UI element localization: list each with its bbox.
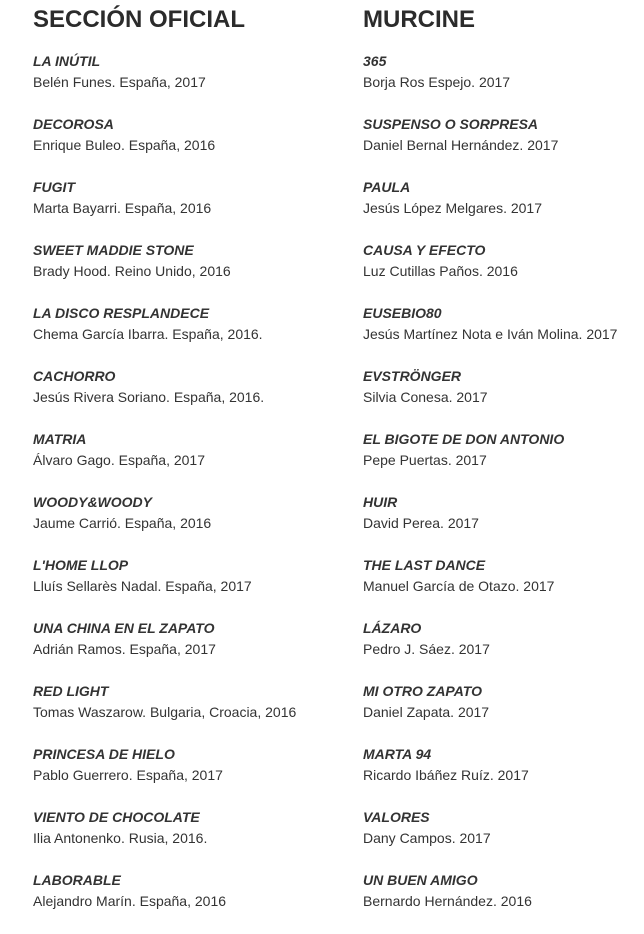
- film-entry: [33, 745, 353, 808]
- film-credit: Adrián Ramos. España, 2017: [33, 641, 216, 657]
- film-entry: [33, 367, 353, 430]
- film-title: MATRIA: [33, 431, 87, 447]
- film-credit: Pablo Guerrero. España, 2017: [33, 767, 223, 783]
- film-title: MI OTRO ZAPATO: [363, 683, 482, 699]
- film-entry: [33, 619, 353, 682]
- film-entry: [363, 619, 644, 682]
- film-entry: [33, 493, 353, 556]
- film-entry: [363, 808, 644, 871]
- murcine-list: [363, 52, 644, 934]
- seccion-oficial-column: [33, 0, 353, 934]
- film-title: SUSPENSO O SORPRESA: [363, 116, 539, 132]
- film-credit: Álvaro Gago. España, 2017: [33, 452, 206, 468]
- film-entry: [33, 682, 353, 745]
- film-credit: Tomas Waszarow. Bulgaria, Croacia, 2016: [33, 704, 297, 720]
- film-credit: Jesús Martínez Nota e Iván Molina. 2017: [363, 326, 618, 342]
- film-entry: [363, 493, 644, 556]
- film-title: MARTA 94: [363, 746, 432, 762]
- film-title: EL BIGOTE DE DON ANTONIO: [363, 431, 565, 447]
- film-title: UNA CHINA EN EL ZAPATO: [33, 620, 215, 636]
- film-title: RED LIGHT: [33, 683, 109, 699]
- film-title: L'HOME LLOP: [33, 557, 129, 573]
- film-entry: [363, 178, 644, 241]
- film-entry: [33, 178, 353, 241]
- film-credit: Daniel Bernal Hernández. 2017: [363, 137, 559, 153]
- film-credit: David Perea. 2017: [363, 515, 479, 531]
- film-title: CAUSA Y EFECTO: [363, 242, 486, 258]
- film-title: VIENTO DE CHOCOLATE: [33, 809, 200, 825]
- film-entry: [33, 241, 353, 304]
- film-entry: [33, 430, 353, 493]
- film-entry: [33, 808, 353, 871]
- film-title: EVSTRÖNGER: [363, 368, 462, 384]
- film-title: LA DISCO RESPLANDECE: [33, 305, 210, 321]
- seccion-oficial-list: [33, 52, 353, 934]
- film-entry: [33, 304, 353, 367]
- film-title: WOODY&WOODY: [33, 494, 152, 510]
- film-entry: [363, 682, 644, 745]
- film-entry: [363, 430, 644, 493]
- film-credit: Pepe Puertas. 2017: [363, 452, 487, 468]
- film-credit: Jesús López Melgares. 2017: [363, 200, 542, 216]
- film-entry: [363, 556, 644, 619]
- film-title: LÁZARO: [363, 620, 422, 636]
- film-title: 365: [363, 53, 387, 69]
- film-title: CACHORRO: [33, 368, 116, 384]
- film-credit: Daniel Zapata. 2017: [363, 704, 490, 720]
- film-credit: Luz Cutillas Paños. 2016: [363, 263, 518, 279]
- film-title: FUGIT: [33, 179, 75, 195]
- film-entry: [33, 115, 353, 178]
- film-title: SWEET MADDIE STONE: [33, 242, 194, 258]
- film-entry: [363, 304, 644, 367]
- film-credit: Marta Bayarri. España, 2016: [33, 200, 212, 216]
- murcine-column: [363, 0, 644, 934]
- film-credit: Bernardo Hernández. 2016: [363, 893, 532, 909]
- film-entry: [363, 241, 644, 304]
- film-credit: Ilia Antonenko. Rusia, 2016.: [33, 830, 208, 846]
- film-credit: Belén Funes. España, 2017: [33, 74, 206, 90]
- film-credit: Dany Campos. 2017: [363, 830, 491, 846]
- film-title: THE LAST DANCE: [363, 557, 486, 573]
- film-credit: Chema García Ibarra. España, 2016.: [33, 326, 263, 342]
- film-credit: Silvia Conesa. 2017: [363, 389, 488, 405]
- film-entry: [33, 871, 353, 934]
- film-title: LABORABLE: [33, 872, 121, 888]
- film-title: UN BUEN AMIGO: [363, 872, 478, 888]
- film-title: VALORES: [363, 809, 430, 825]
- film-credit: Ricardo Ibáñez Ruíz. 2017: [363, 767, 529, 783]
- film-credit: Enrique Buleo. España, 2016: [33, 137, 216, 153]
- film-title: HUIR: [363, 494, 398, 510]
- film-entry: [33, 52, 353, 115]
- seccion-oficial-heading: SECCIÓN OFICIAL: [33, 6, 246, 33]
- film-credit: Brady Hood. Reino Unido, 2016: [33, 263, 231, 279]
- film-title: PRINCESA DE HIELO: [33, 746, 175, 762]
- film-entry: [363, 52, 644, 115]
- film-credit: Jaume Carrió. España, 2016: [33, 515, 212, 531]
- film-credit: Pedro J. Sáez. 2017: [363, 641, 490, 657]
- film-credit: Lluís Sellarès Nadal. España, 2017: [33, 578, 252, 594]
- film-entry: [363, 367, 644, 430]
- film-entry: [363, 871, 644, 934]
- film-credit: Jesús Rivera Soriano. España, 2016.: [33, 389, 265, 405]
- film-title: LA INÚTIL: [33, 53, 101, 69]
- film-entry: [33, 556, 353, 619]
- film-entry: [363, 115, 644, 178]
- film-credit: Manuel García de Otazo. 2017: [363, 578, 555, 594]
- film-credit: Borja Ros Espejo. 2017: [363, 74, 511, 90]
- film-entry: [363, 745, 644, 808]
- murcine-heading: MURCINE: [363, 6, 475, 33]
- film-credit: Alejandro Marín. España, 2016: [33, 893, 227, 909]
- film-title: PAULA: [363, 179, 411, 195]
- film-title: DECOROSA: [33, 116, 114, 132]
- film-title: EUSEBIO80: [363, 305, 442, 321]
